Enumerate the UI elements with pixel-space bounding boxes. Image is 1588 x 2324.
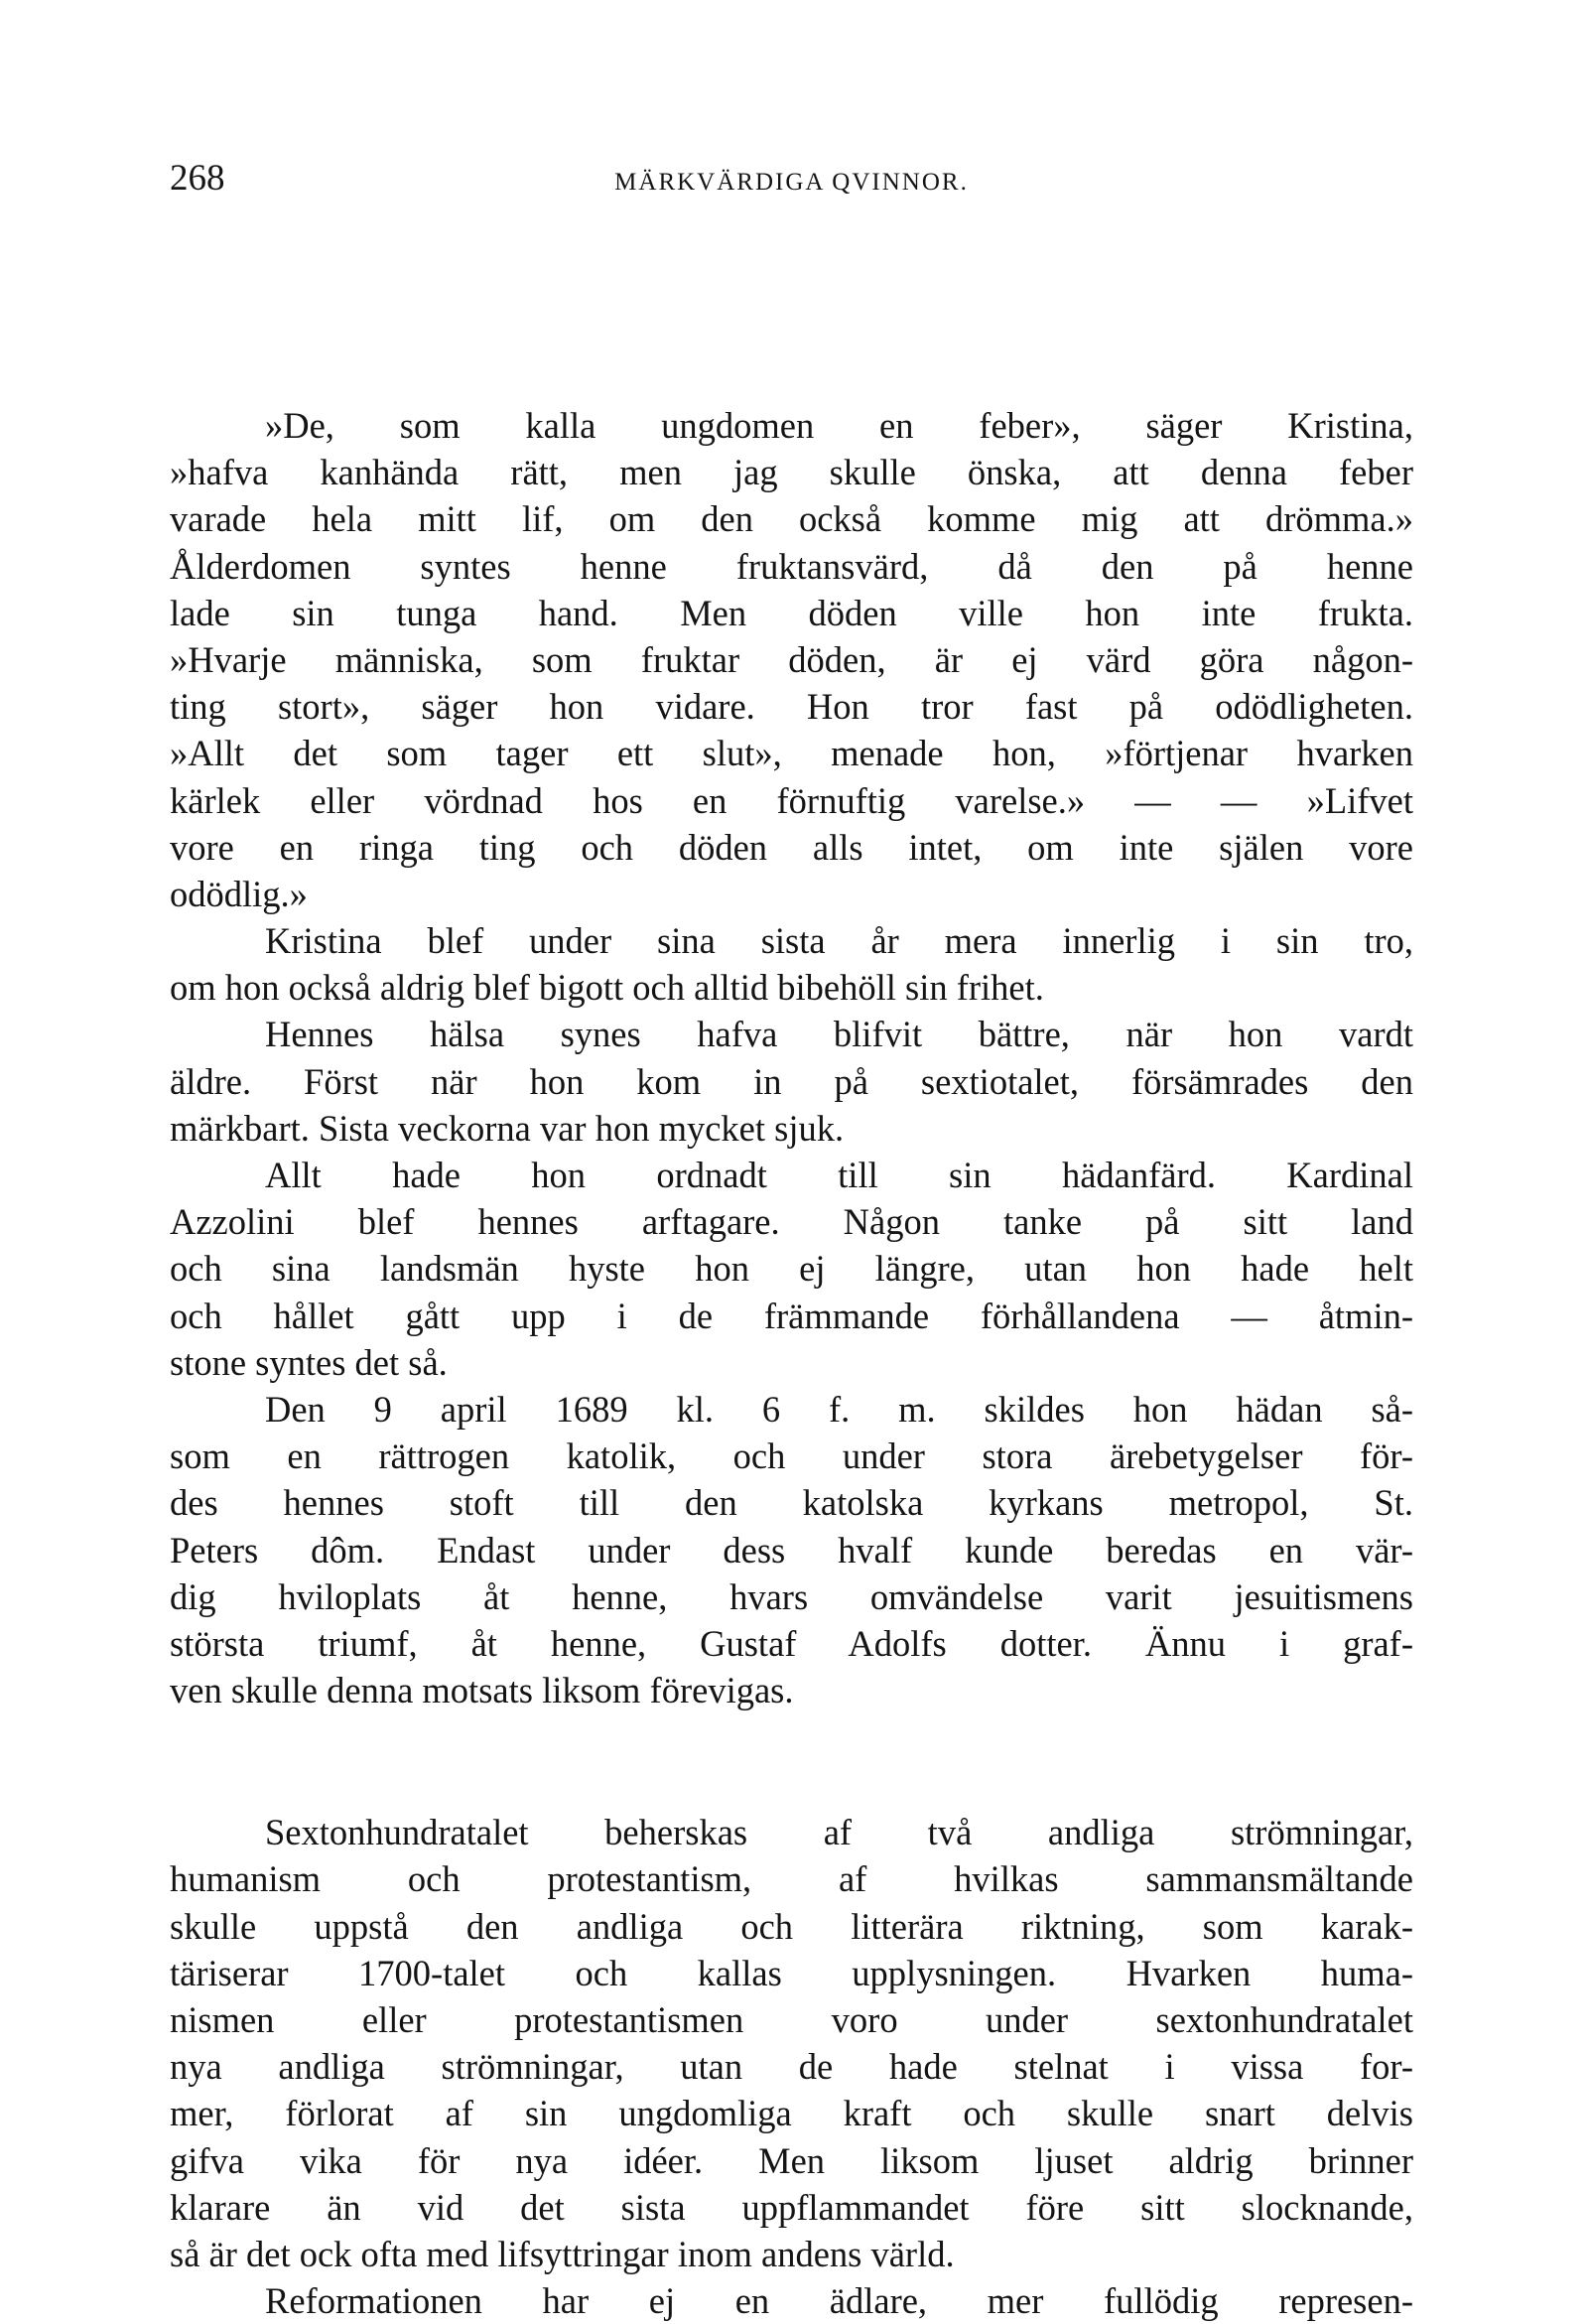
text-line: täriserar 1700-talet och kallas upplysningen. Hvarken huma- [170,1952,1413,1993]
paragraph [170,1152,1413,1386]
text-line: som en rättrogen katolik, och under stora ärebetygelser för- [170,1435,1413,1477]
text-line: vore en ringa ting och döden alls intet, om inte själen vore [170,826,1413,868]
text-line: lade sin tunga hand. Men döden ville hon inte frukta. [170,592,1413,633]
text-line: märkbart. Sista veckorna var hon mycket sjuk. [170,1107,845,1149]
text-line: humanism och protestantism, af hvilkas sammansmältande [170,1858,1413,1900]
text-line: Ålderdomen syntes henne fruktansvärd, då den på henne [170,545,1413,587]
book-page [170,149,1413,2324]
text-line: skulle uppstå den andliga och litterära riktning, som karak- [170,1905,1413,1947]
paragraph [170,1011,1413,1152]
paragraph [170,2277,1413,2324]
text-line: om hon också aldrig blef bigott och alltid bibehöll sin frihet. [170,967,1044,1009]
body-text [170,402,1413,2324]
text-line: och hållet gått upp i de främmande förhållandena — åtmin- [170,1295,1413,1336]
running-title: MÄRKVÄRDIGA QVINNOR. [614,169,969,196]
text-line: kärlek eller vördnad hos en förnuftig varelse.» — — »Lifvet [170,779,1413,821]
text-line: dig hviloplats åt henne, hvars omvändelse varit jesuitismens [170,1575,1413,1617]
text-line: »hafva kanhända rätt, men jag skulle önska, att denna feber [170,452,1413,493]
text-line: »Allt det som tager ett slut», menade hon, »förtjenar hvarken [170,733,1413,774]
text-line: des hennes stoft till den katolska kyrkans metropol, St. [170,1482,1413,1524]
text-line: mer, förlorat af sin ungdomliga kraft och skulle snart delvis [170,2093,1413,2134]
text-line: klarare än vid det sista uppflammandet före sitt slocknande, [170,2186,1413,2228]
page-number: 268 [170,158,225,199]
text-line: varade hela mitt lif, om den också komme mig att drömma.» [170,498,1413,540]
text-line: och sina landsmän hyste hon ej längre, utan hon hade helt [170,1248,1413,1290]
text-line: odödlig.» [170,873,308,914]
text-line: gifva vika för nya idéer. Men liksom ljuset aldrig brinner [170,2139,1413,2181]
text-line: nya andliga strömningar, utan de hade stelnat i vissa for- [170,2046,1413,2088]
text-line: Hennes hälsa synes hafva blifvit bättre, när hon vardt [265,1014,1413,1055]
text-line: Peters dôm. Endast under dess hvalf kunde beredas en vär- [170,1529,1413,1571]
text-line: Azzolini blef hennes arftagare. Någon tanke på sitt land [170,1201,1413,1243]
text-line: Kristina blef under sina sista år mera innerlig i sin tro, [265,920,1413,962]
text-line: Reformationen har ej en ädlare, mer fullödig represen- [265,2280,1413,2322]
text-line: Den 9 april 1689 kl. 6 f. m. skildes hon hädan så- [265,1388,1413,1430]
text-line: Sextonhundratalet beherskas af två andliga strömningar, [265,1812,1413,1853]
text-line: ting stort», säger hon vidare. Hon tror fast på odödligheten. [170,686,1413,728]
paragraph [170,1386,1413,1713]
text-line: ven skulle denna motsats liksom förevigas. [170,1670,794,1711]
text-line: »De, som kalla ungdomen en feber», säger Kristina, [265,405,1413,446]
paragraph [170,402,1413,917]
text-line: stone syntes det så. [170,1341,448,1383]
text-line: äldre. Först när hon kom in på sextiotalet, försämrades den [170,1060,1413,1102]
text-line: så är det ock ofta med lifsyttringar inom andens värld. [170,2233,955,2274]
text-line: »Hvarje människa, som fruktar döden, är ej värd göra någon- [170,638,1413,680]
paragraph [170,1809,1413,2277]
text-line: nismen eller protestantismen voro under sextonhundratalet [170,1999,1413,2040]
paragraph [170,917,1413,1011]
running-head [170,149,1413,208]
section-break [170,1713,1413,1809]
text-line: största triumf, åt henne, Gustaf Adolfs dotter. Ännu i graf- [170,1622,1413,1664]
text-line: Allt hade hon ordnadt till sin hädanfärd. Kardinal [265,1155,1413,1195]
